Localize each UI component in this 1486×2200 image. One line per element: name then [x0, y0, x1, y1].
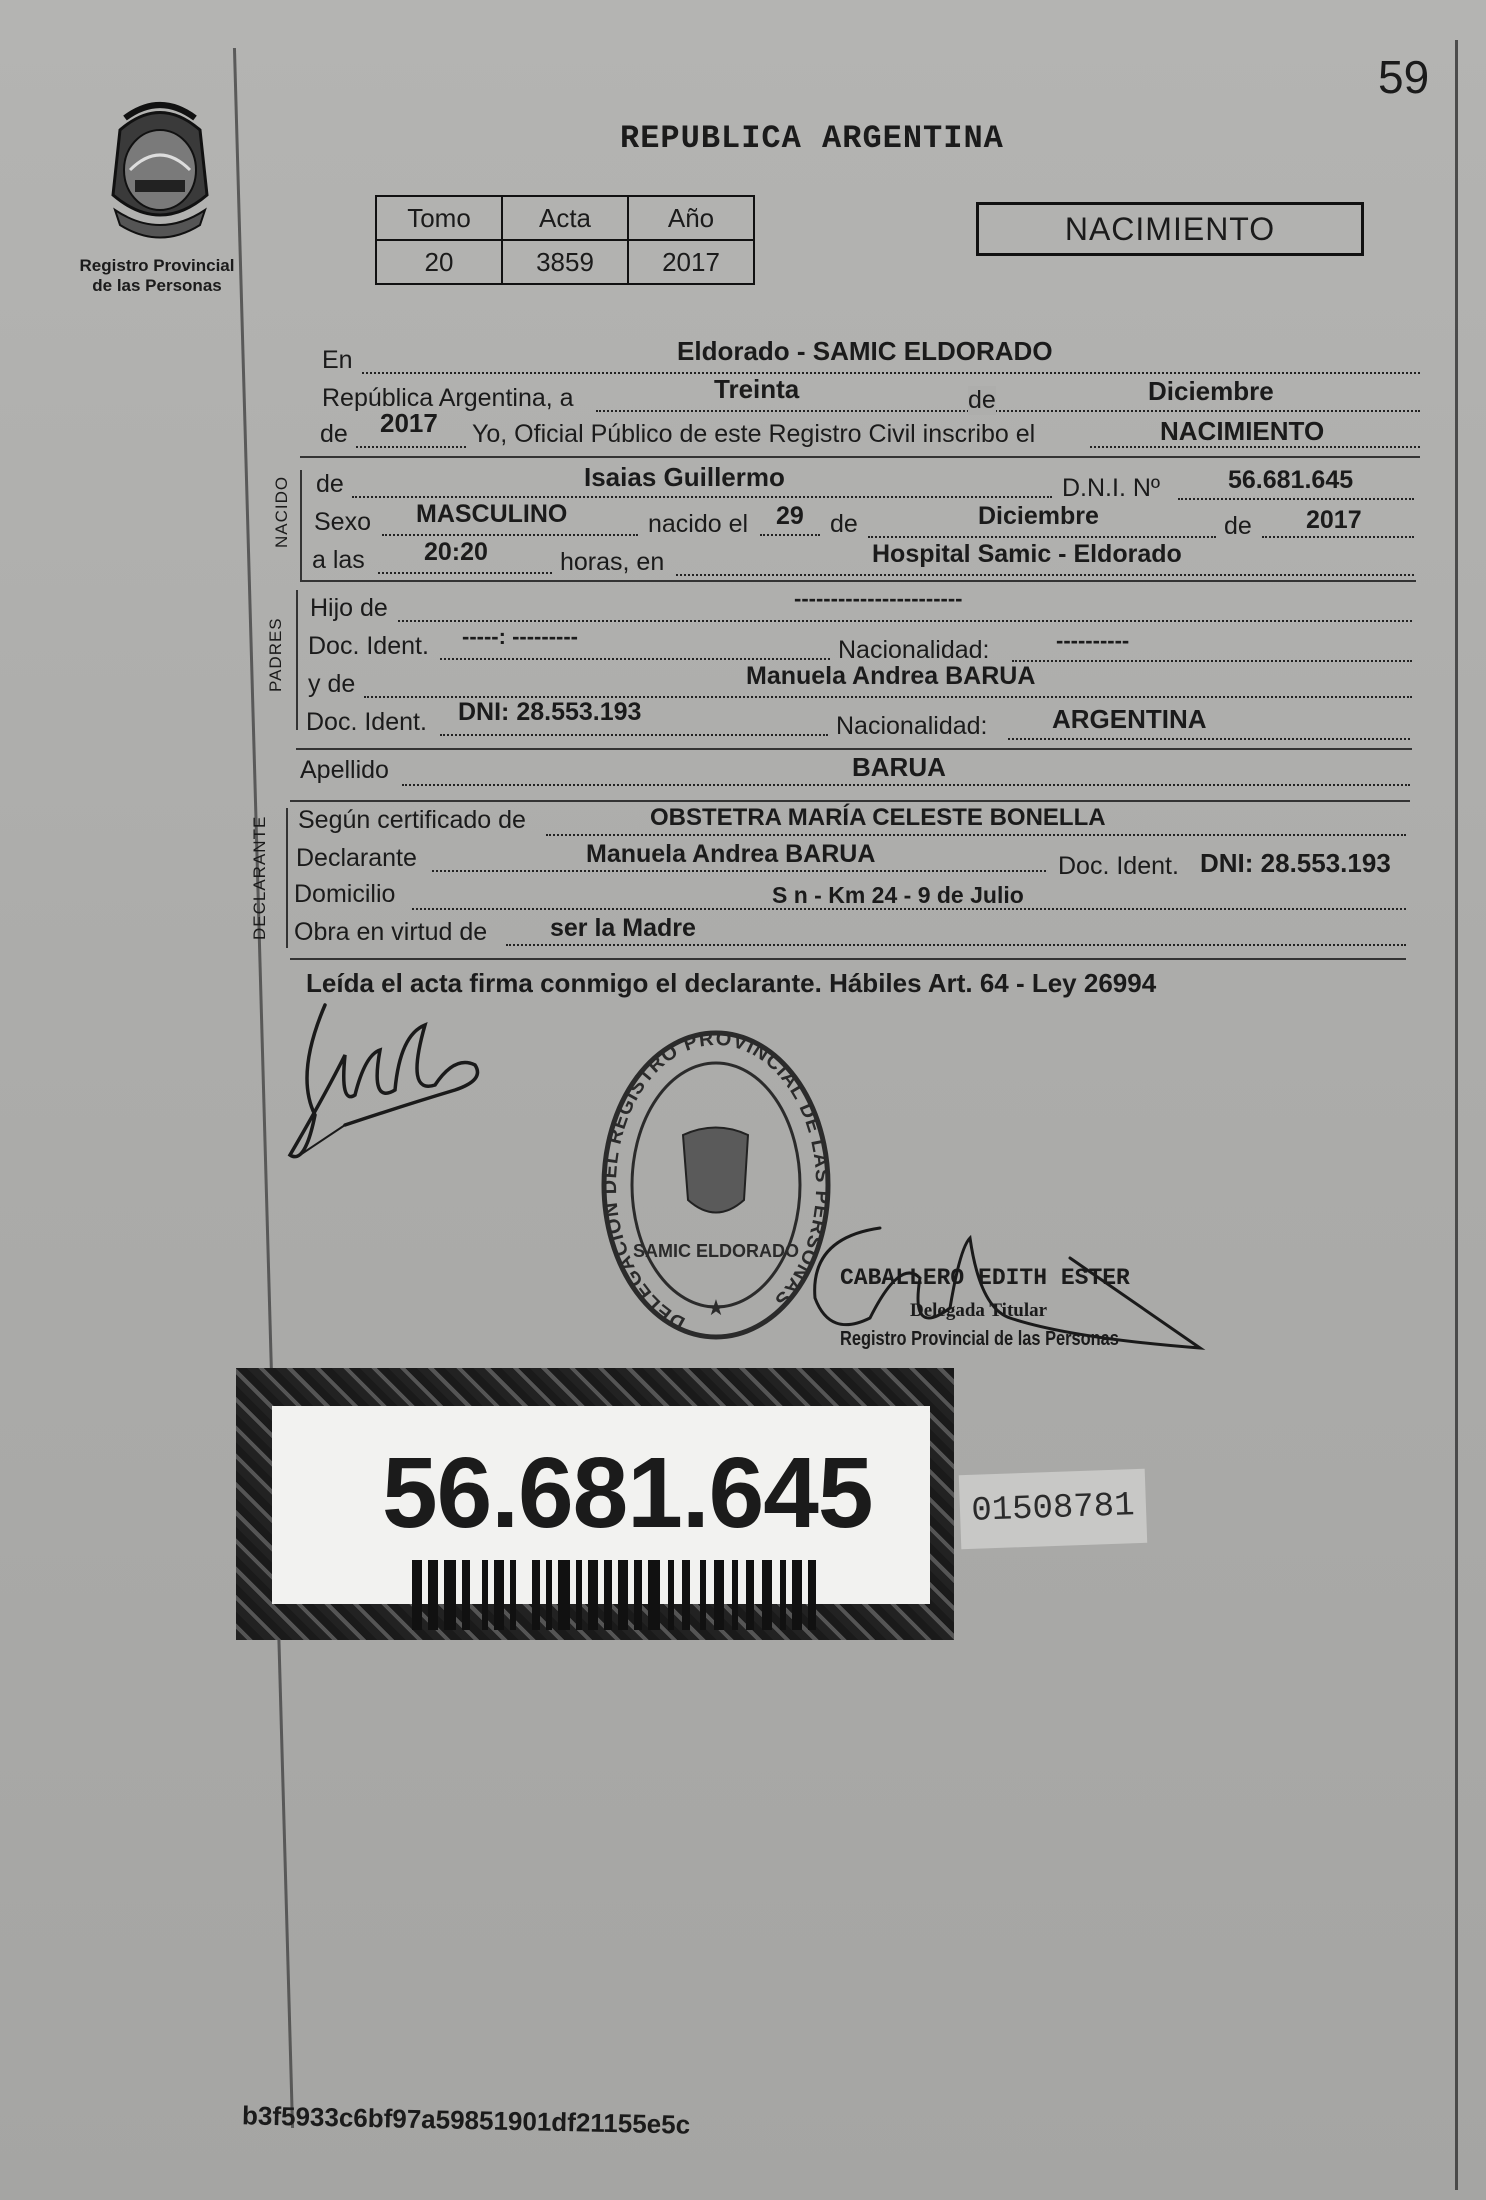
- registry-caption-line1: Registro Provincial: [79, 256, 235, 275]
- declarante-label: Declarante: [296, 844, 417, 872]
- dotted-line: [440, 734, 828, 736]
- de-label: de: [968, 386, 996, 414]
- hijo-de-label: Hijo de: [310, 594, 388, 622]
- nacido-el-label: nacido el: [648, 510, 749, 538]
- de-label: de: [830, 510, 858, 538]
- place-value: Eldorado - SAMIC ELDORADO: [677, 336, 1053, 366]
- day-words: Treinta: [714, 374, 800, 404]
- apellido-value: BARUA: [852, 752, 946, 782]
- stamp-ring-text: DELEGACION DEL REGISTRO PROVINCIAL DE LAS PERSONAS: [598, 1027, 834, 1334]
- misiones-province-seal-icon: [95, 100, 225, 250]
- official-oval-stamp-icon: [598, 1025, 834, 1343]
- section-bar: [296, 590, 298, 730]
- divider: [296, 748, 1412, 750]
- svg-text:★: ★: [706, 1295, 726, 1320]
- tomo-value: 20: [376, 240, 502, 284]
- de-label: de: [1224, 512, 1252, 540]
- serial-sticker: 01508781: [959, 1469, 1147, 1549]
- nacido-section-label: NACIDO: [272, 475, 291, 548]
- anio-header: Año: [628, 196, 754, 240]
- doc-ident-label: Doc. Ident.: [308, 632, 429, 660]
- document-hash: b3f5933c6bf97a59851901df21155e5c: [241, 2100, 691, 2140]
- padres-section-label: PADRES: [266, 617, 285, 692]
- birth-year: 2017: [1306, 506, 1362, 534]
- divider: [300, 580, 1416, 582]
- dotted-line: [1008, 738, 1410, 740]
- acta-value: 3859: [502, 240, 628, 284]
- record-type-box: NACIMIENTO: [976, 202, 1364, 256]
- dotted-line: [1012, 660, 1412, 662]
- divider: [290, 958, 1406, 960]
- horas-label: horas, en: [560, 548, 665, 576]
- child-dni: 56.681.645: [1228, 466, 1354, 494]
- dotted-line: [546, 834, 1406, 836]
- birth-time: 20:20: [424, 538, 488, 566]
- declarante-name: Manuela Andrea BARUA: [586, 840, 876, 868]
- registry-caption-line2: de las Personas: [92, 276, 222, 295]
- y-de-label: y de: [308, 670, 356, 698]
- certificado-value: OBSTETRA MARÍA CELESTE BONELLA: [650, 804, 1106, 831]
- republica-label: República Argentina, a: [322, 384, 574, 412]
- nacionalidad-label: Nacionalidad:: [836, 712, 988, 740]
- page-number: 59: [1378, 51, 1430, 103]
- dotted-line: [1262, 536, 1414, 538]
- doc-ident-label: Doc. Ident.: [306, 708, 427, 736]
- doc-ident-label: Doc. Ident.: [1058, 852, 1179, 880]
- dni-label: D.N.I. Nº: [1062, 474, 1161, 502]
- mother-doc: DNI: 28.553.193: [458, 698, 642, 726]
- anio-value: 2017: [628, 240, 754, 284]
- child-name: Isaias Guillermo: [584, 462, 785, 492]
- de-label: de: [320, 420, 348, 448]
- mother-nationality: ARGENTINA: [1052, 704, 1207, 734]
- declarante-section-label: DECLARANTE: [250, 815, 269, 940]
- sexo-value: MASCULINO: [416, 500, 568, 528]
- father-doc: -----: ---------: [462, 624, 579, 649]
- apellido-label: Apellido: [300, 756, 389, 784]
- dotted-line: [1178, 498, 1414, 500]
- father-nationality: ----------: [1056, 628, 1130, 653]
- dotted-line: [356, 446, 466, 448]
- month-value: Diciembre: [1148, 376, 1274, 406]
- tomo-header: Tomo: [376, 196, 502, 240]
- dotted-line: [398, 620, 1412, 622]
- dotted-line: [378, 572, 552, 574]
- en-label: En: [322, 346, 353, 374]
- mother-name: Manuela Andrea BARUA: [746, 662, 1036, 690]
- dotted-line: [382, 534, 638, 536]
- dotted-line: [676, 574, 1414, 576]
- stamp-inner-text: SAMIC ELDORADO: [633, 1241, 799, 1261]
- birth-place: Hospital Samic - Eldorado: [872, 540, 1182, 568]
- clause-text: Yo, Oficial Público de este Registro Civil inscribo el: [472, 420, 1036, 448]
- document-title: REPUBLICA ARGENTINA: [620, 120, 1004, 157]
- dotted-line: [362, 372, 1420, 374]
- dotted-line: [352, 496, 1052, 498]
- dotted-line: [760, 534, 820, 536]
- divider: [300, 456, 1420, 458]
- domicilio-label: Domicilio: [294, 880, 396, 908]
- dotted-line: [506, 944, 1406, 946]
- barcode-icon: [412, 1560, 832, 1630]
- dotted-line: [432, 870, 1046, 872]
- security-number: 56.681.645: [382, 1437, 873, 1549]
- a-las-label: a las: [312, 546, 365, 574]
- declarante-doc: DNI: 28.553.193: [1200, 848, 1391, 878]
- official-org: Registro Provincial de las Personas: [840, 1328, 1119, 1350]
- dotted-line: [402, 784, 1410, 786]
- official-title: Delegada Titular: [910, 1300, 1048, 1321]
- section-bar: [286, 808, 288, 948]
- obra-value: ser la Madre: [550, 914, 696, 942]
- tomo-acta-anio-table: [375, 195, 755, 285]
- right-margin-rule: [1455, 40, 1458, 2190]
- domicilio-value: S n - Km 24 - 9 de Julio: [772, 882, 1024, 908]
- closing-statement: Leída el acta firma conmigo el declarante. Hábiles Art. 64 - Ley 26994: [306, 968, 1157, 998]
- dotted-line: [868, 536, 1216, 538]
- divider: [290, 800, 1410, 802]
- obra-label: Obra en virtud de: [294, 918, 488, 946]
- acta-header: Acta: [502, 196, 628, 240]
- section-bar: [300, 470, 302, 580]
- registry-caption: [72, 256, 242, 296]
- year-value: 2017: [380, 408, 438, 438]
- security-label: [236, 1368, 954, 1640]
- declarant-signature: [285, 995, 515, 1170]
- nacionalidad-label: Nacionalidad:: [838, 636, 990, 664]
- security-label-inner: [272, 1406, 930, 1604]
- father-name: -----------------------: [794, 586, 963, 611]
- inscribed-type: NACIMIENTO: [1160, 416, 1325, 446]
- sexo-label: Sexo: [314, 508, 371, 536]
- dotted-line: [596, 410, 1420, 412]
- segun-label: Según certificado de: [298, 806, 526, 834]
- birth-month: Diciembre: [978, 502, 1099, 530]
- dotted-line: [440, 658, 830, 660]
- de-label: de: [316, 470, 344, 498]
- birth-day: 29: [776, 502, 804, 530]
- official-name: CABALLERO EDITH ESTER: [840, 1265, 1130, 1291]
